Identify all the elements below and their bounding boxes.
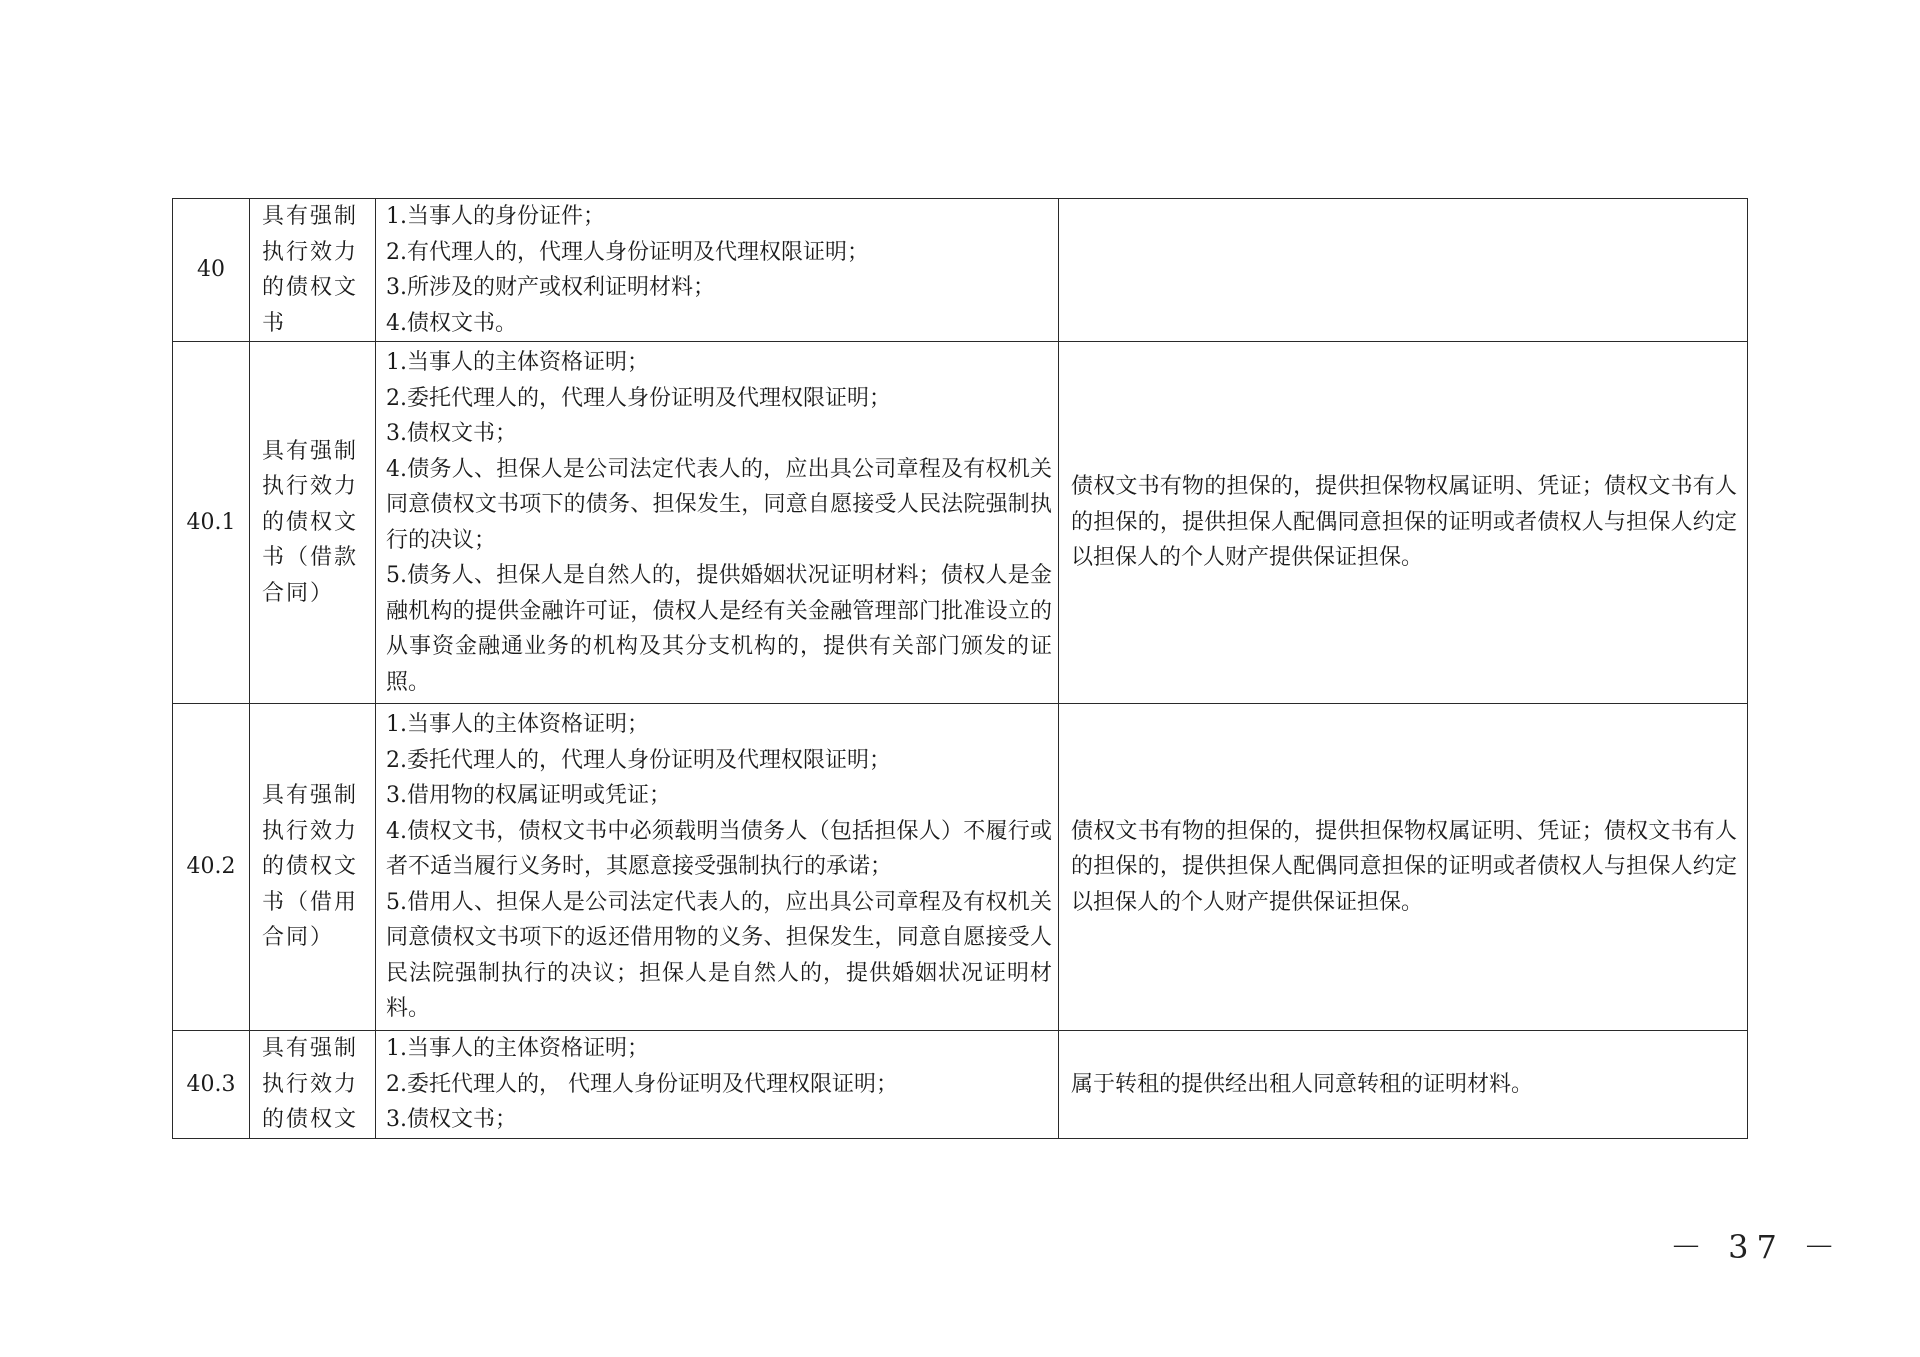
item-name: 具有强制执行效力的债权文 bbox=[250, 1031, 376, 1139]
item-name: 具有强制执行效力的债权文书（借款合同） bbox=[250, 342, 376, 704]
item-name: 具有强制执行效力的债权文书（借用合同） bbox=[250, 704, 376, 1031]
material-line: 1.当事人的身份证件； bbox=[386, 204, 605, 229]
material-line: 5.借用人、担保人是公司法定代表人的，应出具公司章程及有权机关同意债权文书项下的返还借用物的义务、担保发生，同意自愿接受人民法院强制执行的决议；担保人是自然人的，提供婚姻状况证明材料。 bbox=[386, 889, 1052, 1022]
table-row bbox=[173, 342, 1748, 704]
materials-table bbox=[172, 198, 1748, 1139]
page-number: － 37 － bbox=[1670, 1228, 1844, 1266]
material-line: 2.委托代理人的，代理人身份证明及代理权限证明； bbox=[386, 385, 891, 411]
material-line: 1.当事人的主体资格证明； bbox=[386, 712, 649, 738]
material-line: 3.所涉及的财产或权利证明材料； bbox=[386, 275, 715, 300]
item-number: 40.2 bbox=[173, 704, 250, 1031]
material-line: 1.当事人的主体资格证明； bbox=[386, 1036, 649, 1061]
item-notes: 债权文书有物的担保的，提供担保物权属证明、凭证；债权文书有人的担保的，提供担保人配偶同意担保的证明或者债权人与担保人约定以担保人的个人财产提供保证担保。 bbox=[1059, 342, 1748, 704]
material-line: 2.委托代理人的， 代理人身份证明及代理权限证明； bbox=[386, 1071, 898, 1097]
material-line: 5.债务人、担保人是自然人的，提供婚姻状况证明材料；债权人是金融机构的提供金融许可证，债权人是经有关金融管理部门批准设立的从事资金融通业务的机构及其分支机构的，提供有关部门颁发的证照。 bbox=[386, 563, 1052, 695]
item-name: 具有强制执行效力的债权文书 bbox=[250, 199, 376, 342]
material-line: 3.借用物的权属证明或凭证； bbox=[386, 783, 671, 809]
item-number: 40 bbox=[173, 199, 250, 342]
item-notes: 债权文书有物的担保的，提供担保物权属证明、凭证；债权文书有人的担保的，提供担保人配偶同意担保的证明或者债权人与担保人约定以担保人的个人财产提供保证担保。 bbox=[1059, 704, 1748, 1031]
table-row bbox=[173, 704, 1748, 1031]
required-materials bbox=[376, 199, 1059, 342]
material-line: 3.债权文书； bbox=[386, 421, 517, 446]
material-line: 2.有代理人的，代理人身份证明及代理权限证明； bbox=[386, 239, 869, 265]
item-number: 40.3 bbox=[173, 1031, 250, 1139]
table-row bbox=[173, 1031, 1748, 1139]
material-line: 4.债务人、担保人是公司法定代表人的，应出具公司章程及有权机关同意债权文书项下的债务、担保发生，同意自愿接受人民法院强制执行的决议； bbox=[386, 456, 1052, 553]
item-number: 40.1 bbox=[173, 342, 250, 704]
required-materials bbox=[376, 704, 1059, 1031]
table-row bbox=[173, 199, 1748, 342]
material-line: 4.债权文书，债权文书中必须载明当债务人（包括担保人）不履行或者不适当履行义务时，其愿意接受强制执行的承诺； bbox=[386, 818, 1052, 880]
material-line: 3.债权文书； bbox=[386, 1107, 517, 1132]
item-notes bbox=[1059, 199, 1748, 342]
material-line: 4.债权文书。 bbox=[386, 310, 517, 336]
required-materials bbox=[376, 342, 1059, 704]
material-line: 1.当事人的主体资格证明； bbox=[386, 350, 649, 375]
material-line: 2.委托代理人的，代理人身份证明及代理权限证明； bbox=[386, 747, 891, 773]
item-notes: 属于转租的提供经出租人同意转租的证明材料。 bbox=[1059, 1031, 1748, 1139]
required-materials bbox=[376, 1031, 1059, 1139]
